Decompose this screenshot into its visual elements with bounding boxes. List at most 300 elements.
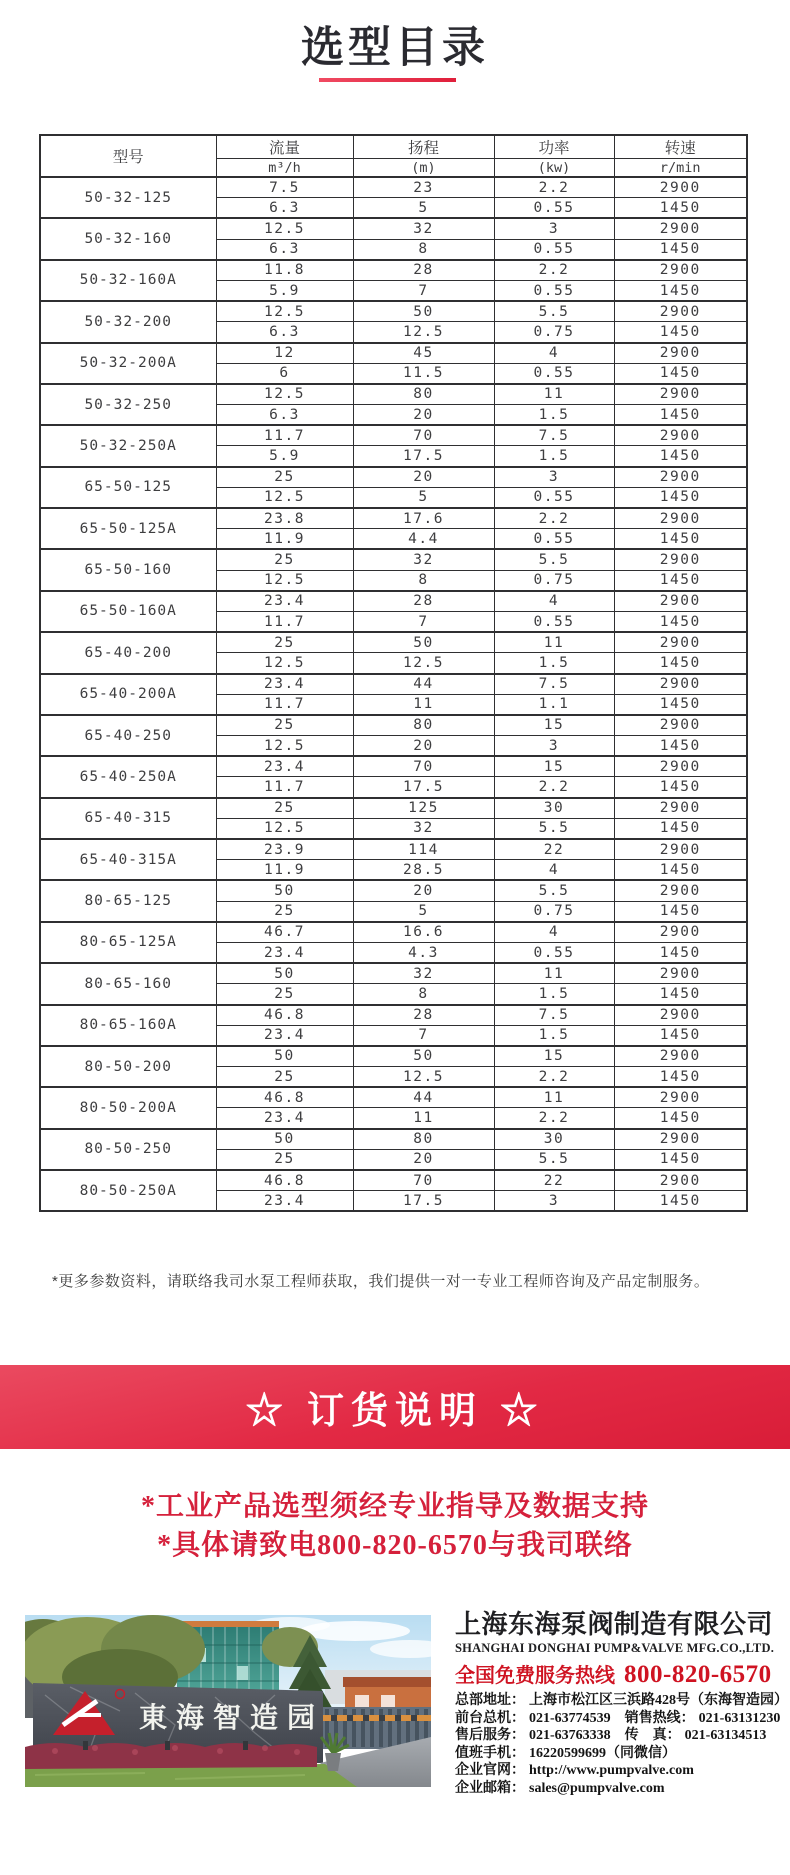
contact-value: sales@pumpvalve.com bbox=[529, 1780, 665, 1796]
table-row bbox=[40, 177, 747, 198]
head-cell: 5 bbox=[353, 487, 494, 508]
head-cell: 23 bbox=[353, 177, 494, 198]
power-cell: 30 bbox=[494, 1129, 614, 1150]
table-row bbox=[40, 1087, 747, 1108]
table-row bbox=[40, 632, 747, 653]
flow-cell: 25 bbox=[216, 632, 353, 653]
table-row bbox=[40, 1129, 747, 1150]
power-cell: 5.5 bbox=[494, 301, 614, 322]
head-cell: 44 bbox=[353, 1087, 494, 1108]
unit-speed: r/min bbox=[614, 159, 747, 178]
power-cell: 30 bbox=[494, 798, 614, 819]
contact-label: 企业官网： bbox=[455, 1763, 525, 1779]
power-cell: 0.55 bbox=[494, 198, 614, 219]
contact-pair bbox=[455, 1693, 788, 1708]
power-cell: 11 bbox=[494, 1087, 614, 1108]
head-cell: 5 bbox=[353, 901, 494, 922]
flow-cell: 25 bbox=[216, 798, 353, 819]
column-header-power: 功率 bbox=[494, 135, 614, 159]
table-body bbox=[40, 177, 747, 1211]
contact-pair bbox=[455, 1763, 694, 1778]
head-cell: 20 bbox=[353, 405, 494, 426]
table-row bbox=[40, 301, 747, 322]
flow-cell: 23.4 bbox=[216, 674, 353, 695]
model-cell: 65-40-250 bbox=[40, 715, 216, 756]
head-cell: 70 bbox=[353, 756, 494, 777]
flow-cell: 25 bbox=[216, 984, 353, 1005]
order-note-line: *具体请致电800-820-6570与我司联络 bbox=[157, 1530, 633, 1561]
flow-cell: 6.3 bbox=[216, 198, 353, 219]
hotline-number: 800-820-6570 bbox=[624, 1661, 772, 1688]
model-cell: 65-50-160 bbox=[40, 549, 216, 590]
speed-cell: 1450 bbox=[614, 322, 747, 343]
service-hotline bbox=[455, 1662, 777, 1689]
model-cell: 50-32-200 bbox=[40, 301, 216, 342]
power-cell: 0.75 bbox=[494, 322, 614, 343]
column-header-model: 型号 bbox=[40, 135, 216, 177]
contact-value: http://www.pumpvalve.com bbox=[529, 1763, 694, 1779]
contact-label: 企业邮箱： bbox=[455, 1780, 525, 1796]
contact-line bbox=[455, 1710, 781, 1728]
power-cell: 11 bbox=[494, 632, 614, 653]
model-cell: 80-50-200 bbox=[40, 1046, 216, 1087]
flow-cell: 50 bbox=[216, 880, 353, 901]
power-cell: 3 bbox=[494, 218, 614, 239]
speed-cell: 2900 bbox=[614, 880, 747, 901]
flow-cell: 25 bbox=[216, 901, 353, 922]
flow-cell: 23.8 bbox=[216, 508, 353, 529]
flow-cell: 25 bbox=[216, 467, 353, 488]
power-cell: 4 bbox=[494, 922, 614, 943]
flow-cell: 5.9 bbox=[216, 446, 353, 467]
speed-cell: 2900 bbox=[614, 632, 747, 653]
contact-line bbox=[455, 1727, 777, 1745]
power-cell: 1.5 bbox=[494, 446, 614, 467]
flow-cell: 23.4 bbox=[216, 756, 353, 777]
power-cell: 2.2 bbox=[494, 508, 614, 529]
flow-cell: 46.8 bbox=[216, 1005, 353, 1026]
model-cell: 80-50-200A bbox=[40, 1087, 216, 1128]
speed-cell: 1450 bbox=[614, 446, 747, 467]
speed-cell: 1450 bbox=[614, 363, 747, 384]
power-cell: 0.55 bbox=[494, 611, 614, 632]
model-cell: 65-40-200A bbox=[40, 674, 216, 715]
photo-caption: 東海智造园 bbox=[139, 1702, 325, 1733]
power-cell: 0.55 bbox=[494, 529, 614, 550]
speed-cell: 1450 bbox=[614, 280, 747, 301]
speed-cell: 2900 bbox=[614, 549, 747, 570]
head-cell: 8 bbox=[353, 984, 494, 1005]
head-cell: 16.6 bbox=[353, 922, 494, 943]
model-cell: 50-32-250 bbox=[40, 384, 216, 425]
model-cell: 65-40-315 bbox=[40, 798, 216, 839]
speed-cell: 1450 bbox=[614, 736, 747, 757]
contact-pair bbox=[625, 1728, 767, 1743]
head-cell: 50 bbox=[353, 1046, 494, 1067]
head-cell: 70 bbox=[353, 1170, 494, 1191]
speed-cell: 2900 bbox=[614, 922, 747, 943]
power-cell: 0.75 bbox=[494, 901, 614, 922]
head-cell: 20 bbox=[353, 880, 494, 901]
speed-cell: 2900 bbox=[614, 1129, 747, 1150]
power-cell: 1.5 bbox=[494, 405, 614, 426]
power-cell: 0.55 bbox=[494, 239, 614, 260]
power-cell: 2.2 bbox=[494, 260, 614, 281]
flow-cell: 11.9 bbox=[216, 860, 353, 881]
table-row bbox=[40, 715, 747, 736]
speed-cell: 2900 bbox=[614, 1170, 747, 1191]
flow-cell: 23.4 bbox=[216, 591, 353, 612]
power-cell: 7.5 bbox=[494, 1005, 614, 1026]
speed-cell: 1450 bbox=[614, 860, 747, 881]
flow-cell: 23.4 bbox=[216, 942, 353, 963]
flow-cell: 23.4 bbox=[216, 1191, 353, 1212]
flow-cell: 25 bbox=[216, 549, 353, 570]
flow-cell: 46.8 bbox=[216, 1087, 353, 1108]
power-cell: 7.5 bbox=[494, 674, 614, 695]
contact-label: 前台总机： bbox=[455, 1710, 525, 1726]
order-section-title: ☆ 订货说明 ☆ bbox=[245, 1390, 545, 1431]
table-row bbox=[40, 218, 747, 239]
contact-pair bbox=[625, 1711, 781, 1726]
power-cell: 3 bbox=[494, 736, 614, 757]
speed-cell: 2900 bbox=[614, 839, 747, 860]
head-cell: 70 bbox=[353, 425, 494, 446]
speed-cell: 2900 bbox=[614, 467, 747, 488]
power-cell: 7.5 bbox=[494, 425, 614, 446]
head-cell: 32 bbox=[353, 818, 494, 839]
company-name: 上海东海泵阀制造有限公司 bbox=[455, 1609, 774, 1639]
power-cell: 0.55 bbox=[494, 280, 614, 301]
power-cell: 1.1 bbox=[494, 694, 614, 715]
head-cell: 28.5 bbox=[353, 860, 494, 881]
power-cell: 15 bbox=[494, 1046, 614, 1067]
flow-cell: 12.5 bbox=[216, 818, 353, 839]
head-cell: 28 bbox=[353, 1005, 494, 1026]
power-cell: 1.5 bbox=[494, 984, 614, 1005]
speed-cell: 1450 bbox=[614, 653, 747, 674]
model-cell: 80-50-250 bbox=[40, 1129, 216, 1170]
head-cell: 20 bbox=[353, 736, 494, 757]
flow-cell: 12.5 bbox=[216, 218, 353, 239]
speed-cell: 1450 bbox=[614, 984, 747, 1005]
contact-value: 021-63763338 bbox=[529, 1728, 611, 1744]
speed-cell: 1450 bbox=[614, 901, 747, 922]
table-row bbox=[40, 591, 747, 612]
contact-pair bbox=[455, 1746, 676, 1761]
speed-cell: 1450 bbox=[614, 529, 747, 550]
speed-cell: 2900 bbox=[614, 177, 747, 198]
power-cell: 3 bbox=[494, 1191, 614, 1212]
model-cell: 65-40-315A bbox=[40, 839, 216, 880]
power-cell: 5.5 bbox=[494, 880, 614, 901]
power-cell: 5.5 bbox=[494, 549, 614, 570]
contact-label: 传 真： bbox=[624, 1728, 681, 1744]
contact-value: 上海市松江区三浜路428号（东海智造园） bbox=[529, 1693, 788, 1708]
power-cell: 22 bbox=[494, 1170, 614, 1191]
power-cell: 2.2 bbox=[494, 1067, 614, 1088]
power-cell: 3 bbox=[494, 467, 614, 488]
contact-value: 16220599699（同微信） bbox=[529, 1745, 676, 1761]
model-cell: 65-50-125A bbox=[40, 508, 216, 549]
head-cell: 12.5 bbox=[353, 653, 494, 674]
unit-head: (m) bbox=[353, 159, 494, 178]
table-row bbox=[40, 467, 747, 488]
flow-cell: 23.4 bbox=[216, 1108, 353, 1129]
model-cell: 50-32-160A bbox=[40, 260, 216, 301]
flow-cell: 7.5 bbox=[216, 177, 353, 198]
contact-value: 021-63134513 bbox=[684, 1728, 767, 1744]
power-cell: 1.5 bbox=[494, 1025, 614, 1046]
head-cell: 50 bbox=[353, 632, 494, 653]
power-cell: 2.2 bbox=[494, 777, 614, 798]
head-cell: 7 bbox=[353, 1025, 494, 1046]
power-cell: 0.55 bbox=[494, 487, 614, 508]
model-cell: 80-65-160 bbox=[40, 963, 216, 1004]
power-cell: 0.55 bbox=[494, 942, 614, 963]
speed-cell: 2900 bbox=[614, 1046, 747, 1067]
head-cell: 7 bbox=[353, 280, 494, 301]
contact-value: 021-63131230 bbox=[698, 1710, 781, 1726]
head-cell: 80 bbox=[353, 1129, 494, 1150]
table-row bbox=[40, 343, 747, 364]
head-cell: 12.5 bbox=[353, 1067, 494, 1088]
speed-cell: 2900 bbox=[614, 674, 747, 695]
table-row bbox=[40, 798, 747, 819]
flow-cell: 23.4 bbox=[216, 1025, 353, 1046]
speed-cell: 2900 bbox=[614, 756, 747, 777]
head-cell: 20 bbox=[353, 1149, 494, 1170]
contact-lines bbox=[455, 1692, 788, 1798]
hotline-label: 全国免费服务热线 bbox=[455, 1665, 615, 1687]
speed-cell: 1450 bbox=[614, 777, 747, 798]
head-cell: 44 bbox=[353, 674, 494, 695]
speed-cell: 1450 bbox=[614, 694, 747, 715]
table-row bbox=[40, 1046, 747, 1067]
speed-cell: 1450 bbox=[614, 405, 747, 426]
table-row bbox=[40, 756, 747, 777]
head-cell: 11.5 bbox=[353, 363, 494, 384]
speed-cell: 2900 bbox=[614, 260, 747, 281]
company-info bbox=[455, 1609, 788, 1798]
column-header-speed: 转速 bbox=[614, 135, 747, 159]
power-cell: 11 bbox=[494, 963, 614, 984]
speed-cell: 1450 bbox=[614, 611, 747, 632]
flow-cell: 50 bbox=[216, 963, 353, 984]
model-cell: 50-32-200A bbox=[40, 343, 216, 384]
table-row bbox=[40, 1005, 747, 1026]
contact-line bbox=[455, 1762, 777, 1780]
speed-cell: 2900 bbox=[614, 963, 747, 984]
speed-cell: 2900 bbox=[614, 591, 747, 612]
power-cell: 2.2 bbox=[494, 1108, 614, 1129]
speed-cell: 2900 bbox=[614, 1087, 747, 1108]
flow-cell: 25 bbox=[216, 715, 353, 736]
company-name-en: SHANGHAI DONGHAI PUMP&VALVE MFG.CO.,LTD. bbox=[455, 1641, 775, 1655]
speed-cell: 1450 bbox=[614, 1067, 747, 1088]
table-row bbox=[40, 674, 747, 695]
contact-label: 销售热线： bbox=[624, 1710, 695, 1726]
model-cell: 80-50-250A bbox=[40, 1170, 216, 1211]
flow-cell: 5.9 bbox=[216, 280, 353, 301]
speed-cell: 2900 bbox=[614, 384, 747, 405]
flow-cell: 11.7 bbox=[216, 694, 353, 715]
power-cell: 2.2 bbox=[494, 177, 614, 198]
head-cell: 80 bbox=[353, 384, 494, 405]
model-cell: 80-65-125A bbox=[40, 922, 216, 963]
speed-cell: 2900 bbox=[614, 301, 747, 322]
head-cell: 80 bbox=[353, 715, 494, 736]
order-notes bbox=[0, 1487, 790, 1565]
flow-cell: 6.3 bbox=[216, 322, 353, 343]
flow-cell: 12 bbox=[216, 343, 353, 364]
head-cell: 32 bbox=[353, 963, 494, 984]
flow-cell: 25 bbox=[216, 1067, 353, 1088]
flow-cell: 12.5 bbox=[216, 653, 353, 674]
flow-cell: 11.7 bbox=[216, 611, 353, 632]
speed-cell: 1450 bbox=[614, 1108, 747, 1129]
flow-cell: 11.8 bbox=[216, 260, 353, 281]
head-cell: 28 bbox=[353, 260, 494, 281]
speed-cell: 2900 bbox=[614, 715, 747, 736]
head-cell: 17.6 bbox=[353, 508, 494, 529]
head-cell: 11 bbox=[353, 1108, 494, 1129]
flow-cell: 12.5 bbox=[216, 487, 353, 508]
power-cell: 1.5 bbox=[494, 653, 614, 674]
contact-label: 值班手机： bbox=[455, 1745, 525, 1761]
flow-cell: 46.7 bbox=[216, 922, 353, 943]
flow-cell: 6.3 bbox=[216, 405, 353, 426]
flow-cell: 11.7 bbox=[216, 425, 353, 446]
flow-cell: 11.9 bbox=[216, 529, 353, 550]
flow-cell: 50 bbox=[216, 1129, 353, 1150]
head-cell: 8 bbox=[353, 570, 494, 591]
table-header bbox=[40, 135, 747, 177]
speed-cell: 2900 bbox=[614, 798, 747, 819]
flow-cell: 11.7 bbox=[216, 777, 353, 798]
power-cell: 4 bbox=[494, 591, 614, 612]
table-row bbox=[40, 508, 747, 529]
head-cell: 17.5 bbox=[353, 1191, 494, 1212]
contact-line bbox=[455, 1780, 777, 1798]
model-cell: 65-40-250A bbox=[40, 756, 216, 797]
contact-label: 售后服务： bbox=[455, 1728, 525, 1744]
flow-cell: 6.3 bbox=[216, 239, 353, 260]
model-cell: 50-32-160 bbox=[40, 218, 216, 259]
head-cell: 4.4 bbox=[353, 529, 494, 550]
speed-cell: 1450 bbox=[614, 1191, 747, 1212]
head-cell: 8 bbox=[353, 239, 494, 260]
unit-flow: m³/h bbox=[216, 159, 353, 178]
head-cell: 4.3 bbox=[353, 942, 494, 963]
model-cell: 80-65-125 bbox=[40, 880, 216, 921]
flow-cell: 25 bbox=[216, 1149, 353, 1170]
head-cell: 114 bbox=[353, 839, 494, 860]
power-cell: 11 bbox=[494, 384, 614, 405]
order-section-banner bbox=[0, 1365, 790, 1449]
column-header-flow: 流量 bbox=[216, 135, 353, 159]
speed-cell: 2900 bbox=[614, 343, 747, 364]
head-cell: 5 bbox=[353, 198, 494, 219]
contact-line bbox=[455, 1692, 788, 1710]
flow-cell: 50 bbox=[216, 1046, 353, 1067]
selection-table bbox=[39, 134, 748, 1212]
flow-cell: 6 bbox=[216, 363, 353, 384]
model-cell: 50-32-250A bbox=[40, 425, 216, 466]
contact-line bbox=[455, 1745, 777, 1763]
head-cell: 11 bbox=[353, 694, 494, 715]
contact-label: 总部地址： bbox=[455, 1693, 525, 1708]
company-photo bbox=[25, 1615, 431, 1787]
selection-table-wrap bbox=[39, 134, 748, 1212]
power-cell: 5.5 bbox=[494, 1149, 614, 1170]
contact-pair bbox=[455, 1711, 611, 1726]
head-cell: 32 bbox=[353, 218, 494, 239]
model-cell: 65-40-200 bbox=[40, 632, 216, 673]
head-cell: 50 bbox=[353, 301, 494, 322]
flow-cell: 23.9 bbox=[216, 839, 353, 860]
flow-cell: 12.5 bbox=[216, 570, 353, 591]
speed-cell: 2900 bbox=[614, 218, 747, 239]
head-cell: 125 bbox=[353, 798, 494, 819]
head-cell: 32 bbox=[353, 549, 494, 570]
table-row bbox=[40, 260, 747, 281]
power-cell: 4 bbox=[494, 860, 614, 881]
speed-cell: 2900 bbox=[614, 508, 747, 529]
page-title: 选型目录 bbox=[301, 24, 489, 72]
flow-cell: 12.5 bbox=[216, 384, 353, 405]
flow-cell: 46.8 bbox=[216, 1170, 353, 1191]
contact-pair bbox=[455, 1728, 611, 1743]
table-row bbox=[40, 839, 747, 860]
power-cell: 0.55 bbox=[494, 363, 614, 384]
head-cell: 17.5 bbox=[353, 446, 494, 467]
model-cell: 65-50-160A bbox=[40, 591, 216, 632]
table-row bbox=[40, 549, 747, 570]
head-cell: 28 bbox=[353, 591, 494, 612]
title-underline bbox=[319, 78, 456, 82]
table-row bbox=[40, 384, 747, 405]
flow-cell: 12.5 bbox=[216, 301, 353, 322]
contact-pair bbox=[455, 1781, 665, 1796]
speed-cell: 1450 bbox=[614, 1149, 747, 1170]
unit-power: (kw) bbox=[494, 159, 614, 178]
power-cell: 15 bbox=[494, 756, 614, 777]
model-cell: 80-65-160A bbox=[40, 1005, 216, 1046]
flow-cell: 12.5 bbox=[216, 736, 353, 757]
head-cell: 17.5 bbox=[353, 777, 494, 798]
power-cell: 4 bbox=[494, 343, 614, 364]
head-cell: 7 bbox=[353, 611, 494, 632]
speed-cell: 1450 bbox=[614, 239, 747, 260]
head-cell: 12.5 bbox=[353, 322, 494, 343]
power-cell: 22 bbox=[494, 839, 614, 860]
head-cell: 20 bbox=[353, 467, 494, 488]
header-row-names bbox=[40, 135, 747, 159]
table-row bbox=[40, 1170, 747, 1191]
table-row bbox=[40, 425, 747, 446]
speed-cell: 1450 bbox=[614, 570, 747, 591]
table-row bbox=[40, 922, 747, 943]
params-note: *更多参数资料，请联络我司水泵工程师获取，我们提供一对一专业工程师咨询及产品定制服务。 bbox=[52, 1273, 710, 1290]
model-cell: 65-50-125 bbox=[40, 467, 216, 508]
order-note-line: *工业产品选型须经专业指导及数据支持 bbox=[140, 1491, 649, 1522]
table-row bbox=[40, 880, 747, 901]
head-cell: 45 bbox=[353, 343, 494, 364]
speed-cell: 1450 bbox=[614, 198, 747, 219]
table-row bbox=[40, 963, 747, 984]
speed-cell: 1450 bbox=[614, 942, 747, 963]
